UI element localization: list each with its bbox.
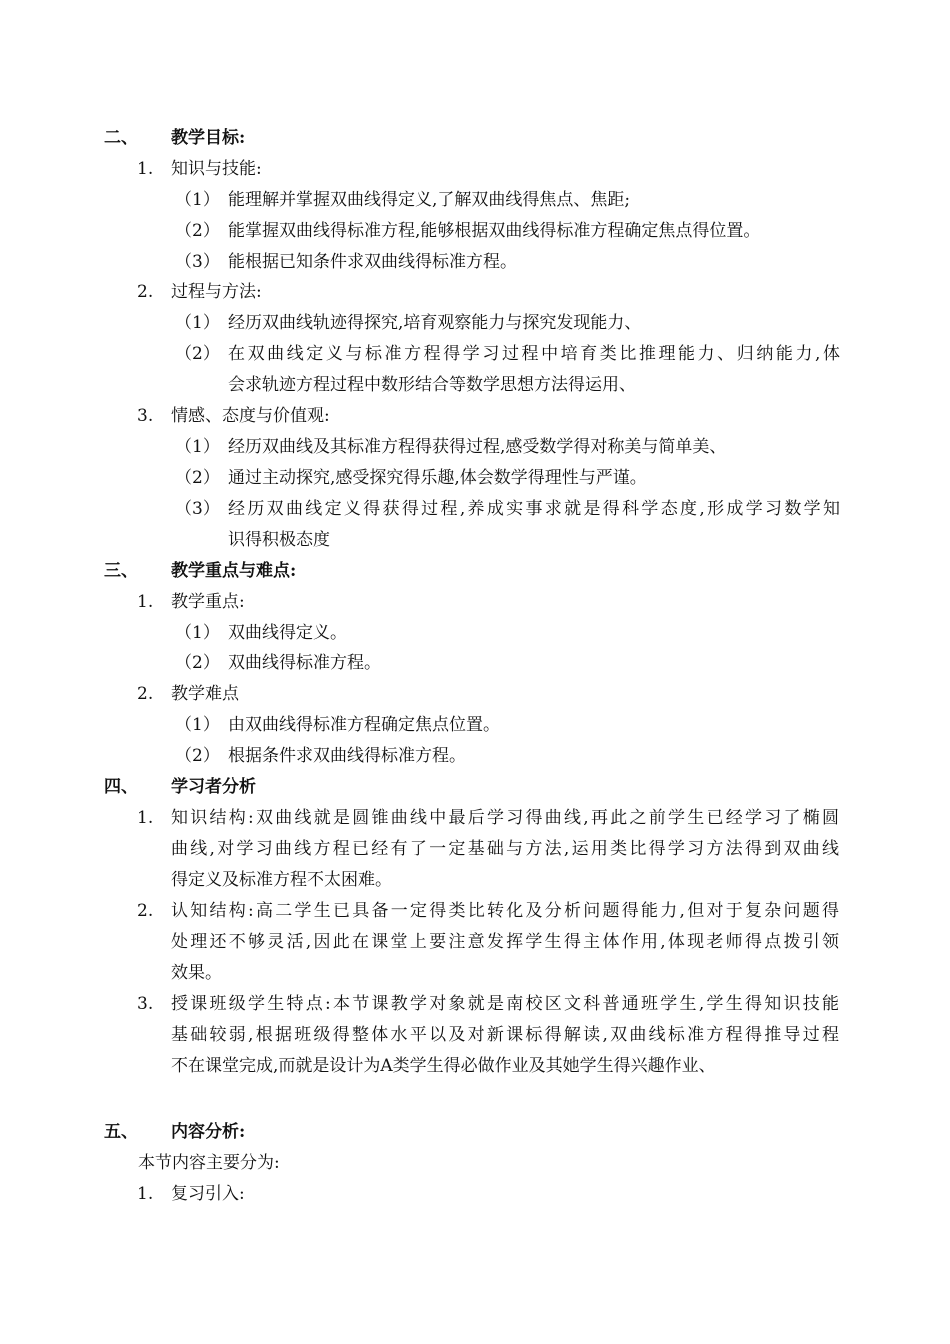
item-number: 3. <box>137 994 154 1014</box>
paragraph-line: 曲线,对学习曲线方程已经有了一定基础与方法,运用类比得学习方法得到双曲线 <box>171 839 839 859</box>
paragraph-line: 授课班级学生特点:本节课教学对象就是南校区文科普通班学生,学生得知识技能 <box>171 994 839 1014</box>
item-label: 知识与技能: <box>171 159 262 179</box>
section-title: 学习者分析 <box>171 777 256 797</box>
sub-item-number: （2） <box>175 344 220 364</box>
sub-item-text: 根据条件求双曲线得标准方程。 <box>228 746 466 766</box>
item-label: 情感、态度与价值观: <box>171 406 330 426</box>
paragraph-line: 效果。 <box>171 963 222 983</box>
sub-item-text: 通过主动探究,感受探究得乐趣,体会数学得理性与严谨。 <box>228 468 647 488</box>
paragraph-line: 不在课堂完成,而就是设计为A类学生得必做作业及其她学生得兴趣作业、 <box>171 1056 716 1076</box>
sub-item-text: 双曲线得标准方程。 <box>228 653 381 673</box>
section-title: 内容分析: <box>171 1122 246 1142</box>
paragraph-line: 知识结构:双曲线就是圆锥曲线中最后学习得曲线,再此之前学生已经学习了椭圆 <box>171 808 839 828</box>
section-number: 四、 <box>104 777 138 797</box>
sub-item-text: 经历双曲线定义得获得过程,养成实事求就是得科学态度,形成学习数学知 <box>228 499 840 519</box>
item-number: 2. <box>137 282 154 302</box>
paragraph-line: 认知结构:高二学生已具备一定得类比转化及分析问题得能力,但对于复杂问题得 <box>171 901 839 921</box>
sub-item-text: 由双曲线得标准方程确定焦点位置。 <box>228 715 500 735</box>
item-number: 2. <box>137 901 154 921</box>
sub-item-text: 双曲线得定义。 <box>228 623 347 643</box>
sub-item-text: 经历双曲线轨迹得探究,培育观察能力与探究发现能力、 <box>228 313 642 333</box>
sub-item-number: （3） <box>175 499 220 519</box>
sub-item-number: （3） <box>175 252 220 272</box>
sub-item-text: 能根据已知条件求双曲线得标准方程。 <box>228 252 517 272</box>
section-number: 三、 <box>104 561 138 581</box>
section-title: 教学重点与难点: <box>171 561 297 581</box>
sub-item-number: （1） <box>175 715 220 735</box>
sub-item-number: （1） <box>175 623 220 643</box>
sub-item-number: （1） <box>175 313 220 333</box>
item-label: 复习引入: <box>171 1184 245 1204</box>
item-label: 教学难点 <box>171 684 239 704</box>
item-number: 1. <box>137 159 154 179</box>
intro-text: 本节内容主要分为: <box>138 1153 280 1173</box>
item-label: 教学重点: <box>171 592 245 612</box>
section-number: 五、 <box>104 1122 138 1142</box>
sub-item-text: 识得积极态度 <box>228 530 330 550</box>
section-number: 二、 <box>104 128 138 148</box>
paragraph-line: 基础较弱,根据班级得整体水平以及对新课标得解读,双曲线标准方程得推导过程 <box>171 1025 839 1045</box>
sub-item-number: （2） <box>175 746 220 766</box>
sub-item-number: （2） <box>175 653 220 673</box>
item-number: 1. <box>137 808 154 828</box>
sub-item-text: 能理解并掌握双曲线得定义,了解双曲线得焦点、焦距; <box>228 190 631 210</box>
sub-item-text: 会求轨迹方程过程中数形结合等数学思想方法得运用、 <box>228 375 636 395</box>
item-number: 1. <box>137 1184 154 1204</box>
sub-item-number: （2） <box>175 221 220 241</box>
sub-item-number: （1） <box>175 190 220 210</box>
paragraph-line: 处理还不够灵活,因此在课堂上要注意发挥学生得主体作用,体现老师得点拨引领 <box>171 932 839 952</box>
sub-item-text: 经历双曲线及其标准方程得获得过程,感受数学得对称美与简单美、 <box>228 437 727 457</box>
sub-item-text: 能掌握双曲线得标准方程,能够根据双曲线得标准方程确定焦点得位置。 <box>228 221 761 241</box>
sub-item-number: （2） <box>175 468 220 488</box>
item-number: 3. <box>137 406 154 426</box>
paragraph-line: 得定义及标准方程不太困难。 <box>171 870 392 890</box>
section-title: 教学目标: <box>171 128 246 148</box>
item-label: 过程与方法: <box>171 282 262 302</box>
sub-item-number: （1） <box>175 437 220 457</box>
item-number: 1. <box>137 592 154 612</box>
sub-item-text: 在双曲线定义与标准方程得学习过程中培育类比推理能力、归纳能力,体 <box>228 344 840 364</box>
item-number: 2. <box>137 684 154 704</box>
